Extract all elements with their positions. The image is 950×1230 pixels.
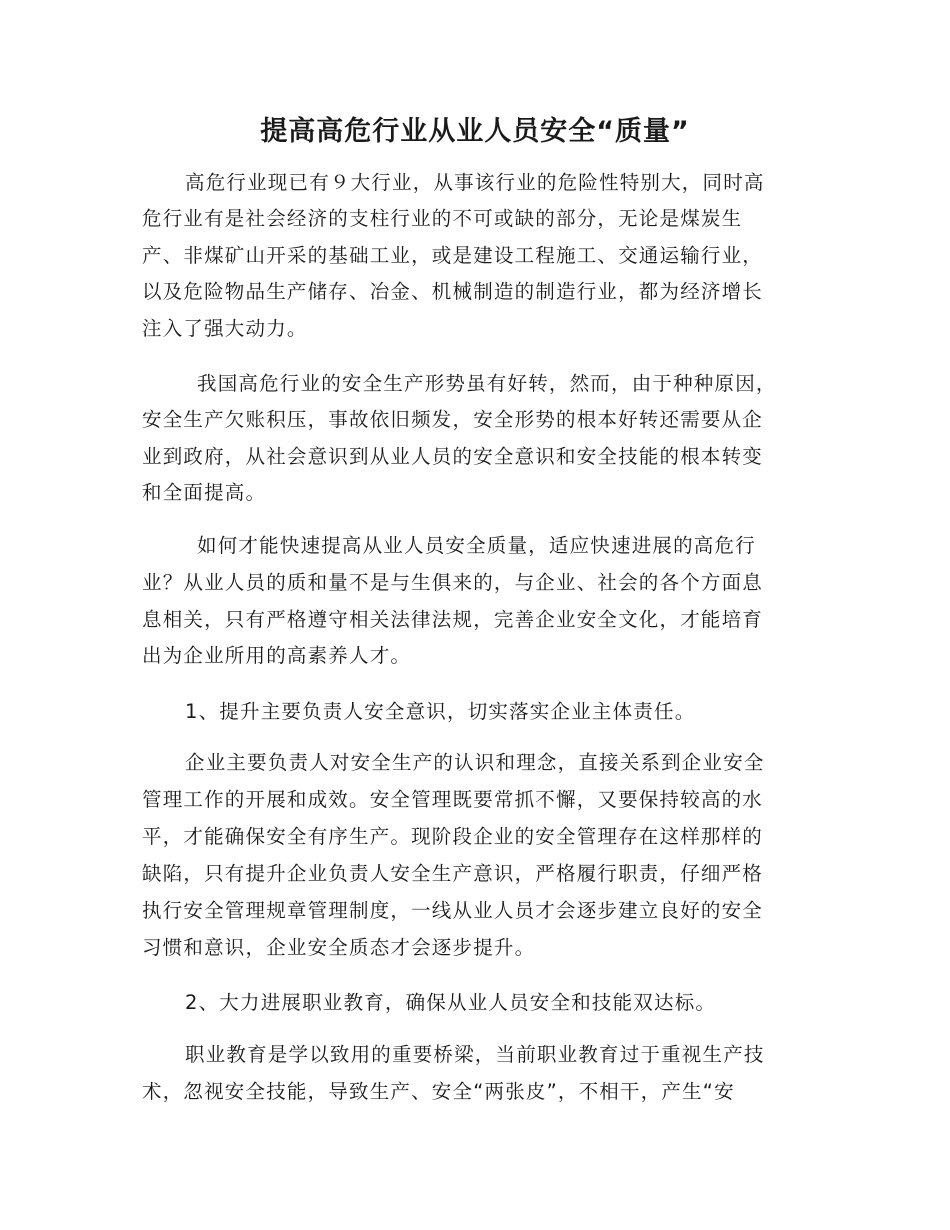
- paragraph-line: 职业教育是学以致用的重要桥梁，当前职业教育过于重视生产技: [185, 1043, 765, 1066]
- paragraph-line: 安全生产欠账积压，事故依旧频发，安全形势的根本好转还需要从企: [142, 408, 764, 431]
- paragraph-line: 出为企业所用的高素养人才。: [142, 644, 412, 667]
- paragraph-line: 缺陷，只有提升企业负责人安全生产意识，严格履行职责，仔细严格: [142, 862, 764, 885]
- paragraph-line: 我国高危行业的安全生产形势虽有好转，然而，由于种种原因，: [197, 372, 777, 395]
- paragraph-line: 注入了强大动力。: [142, 317, 308, 340]
- paragraph-line: 术，忽视安全技能，导致生产、安全“两张皮”，不相干，产生“安: [142, 1080, 735, 1103]
- section-heading: 2、大力进展职业教育，确保从业人员安全和技能双达标。: [185, 991, 717, 1014]
- paragraph-line: 以及危险物品生产储存、冶金、机械制造的制造行业，都为经济增长: [142, 280, 764, 303]
- paragraph-line: 产、非煤矿山开采的基础工业，或是建设工程施工、交通运输行业，: [142, 244, 764, 267]
- document-title: 提高高危行业从业人员安全“质量”: [260, 116, 690, 147]
- paragraph-line: 如何才能快速提高从业人员安全质量，适应快速进展的高危行: [197, 534, 756, 557]
- paragraph-line: 企业主要负责人对安全生产的认识和理念，直接关系到企业安全: [185, 751, 765, 774]
- section-heading: 1、提升主要负责人安全意识，切实落实企业主体责任。: [185, 700, 696, 723]
- paragraph-line: 管理工作的开展和成效。安全管理既要常抓不懈，又要保持较高的水: [142, 788, 764, 811]
- paragraph-line: 息相关，只有严格遵守相关法律法规，完善企业安全文化，才能培育: [142, 608, 764, 631]
- paragraph-line: 业？从业人员的质和量不是与生俱来的，与企业、社会的各个方面息: [142, 571, 764, 594]
- paragraph-line: 和全面提高。: [142, 481, 267, 504]
- paragraph-line: 平，才能确保安全有序生产。现阶段企业的安全管理存在这样那样的: [142, 825, 764, 848]
- paragraph-line: 危行业有是社会经济的支柱行业的不可或缺的部分，无论是煤炭生: [142, 207, 743, 230]
- paragraph-line: 高危行业现已有９大行业，从事该行业的危险性特别大，同时高: [185, 171, 765, 194]
- paragraph-line: 业到政府，从社会意识到从业人员的安全意识和安全技能的根本转变: [142, 445, 764, 468]
- paragraph-line: 习惯和意识，企业安全质态才会逐步提升。: [142, 936, 536, 959]
- paragraph-line: 执行安全管理规章管理制度，一线从业人员才会逐步建立良好的安全: [142, 899, 764, 922]
